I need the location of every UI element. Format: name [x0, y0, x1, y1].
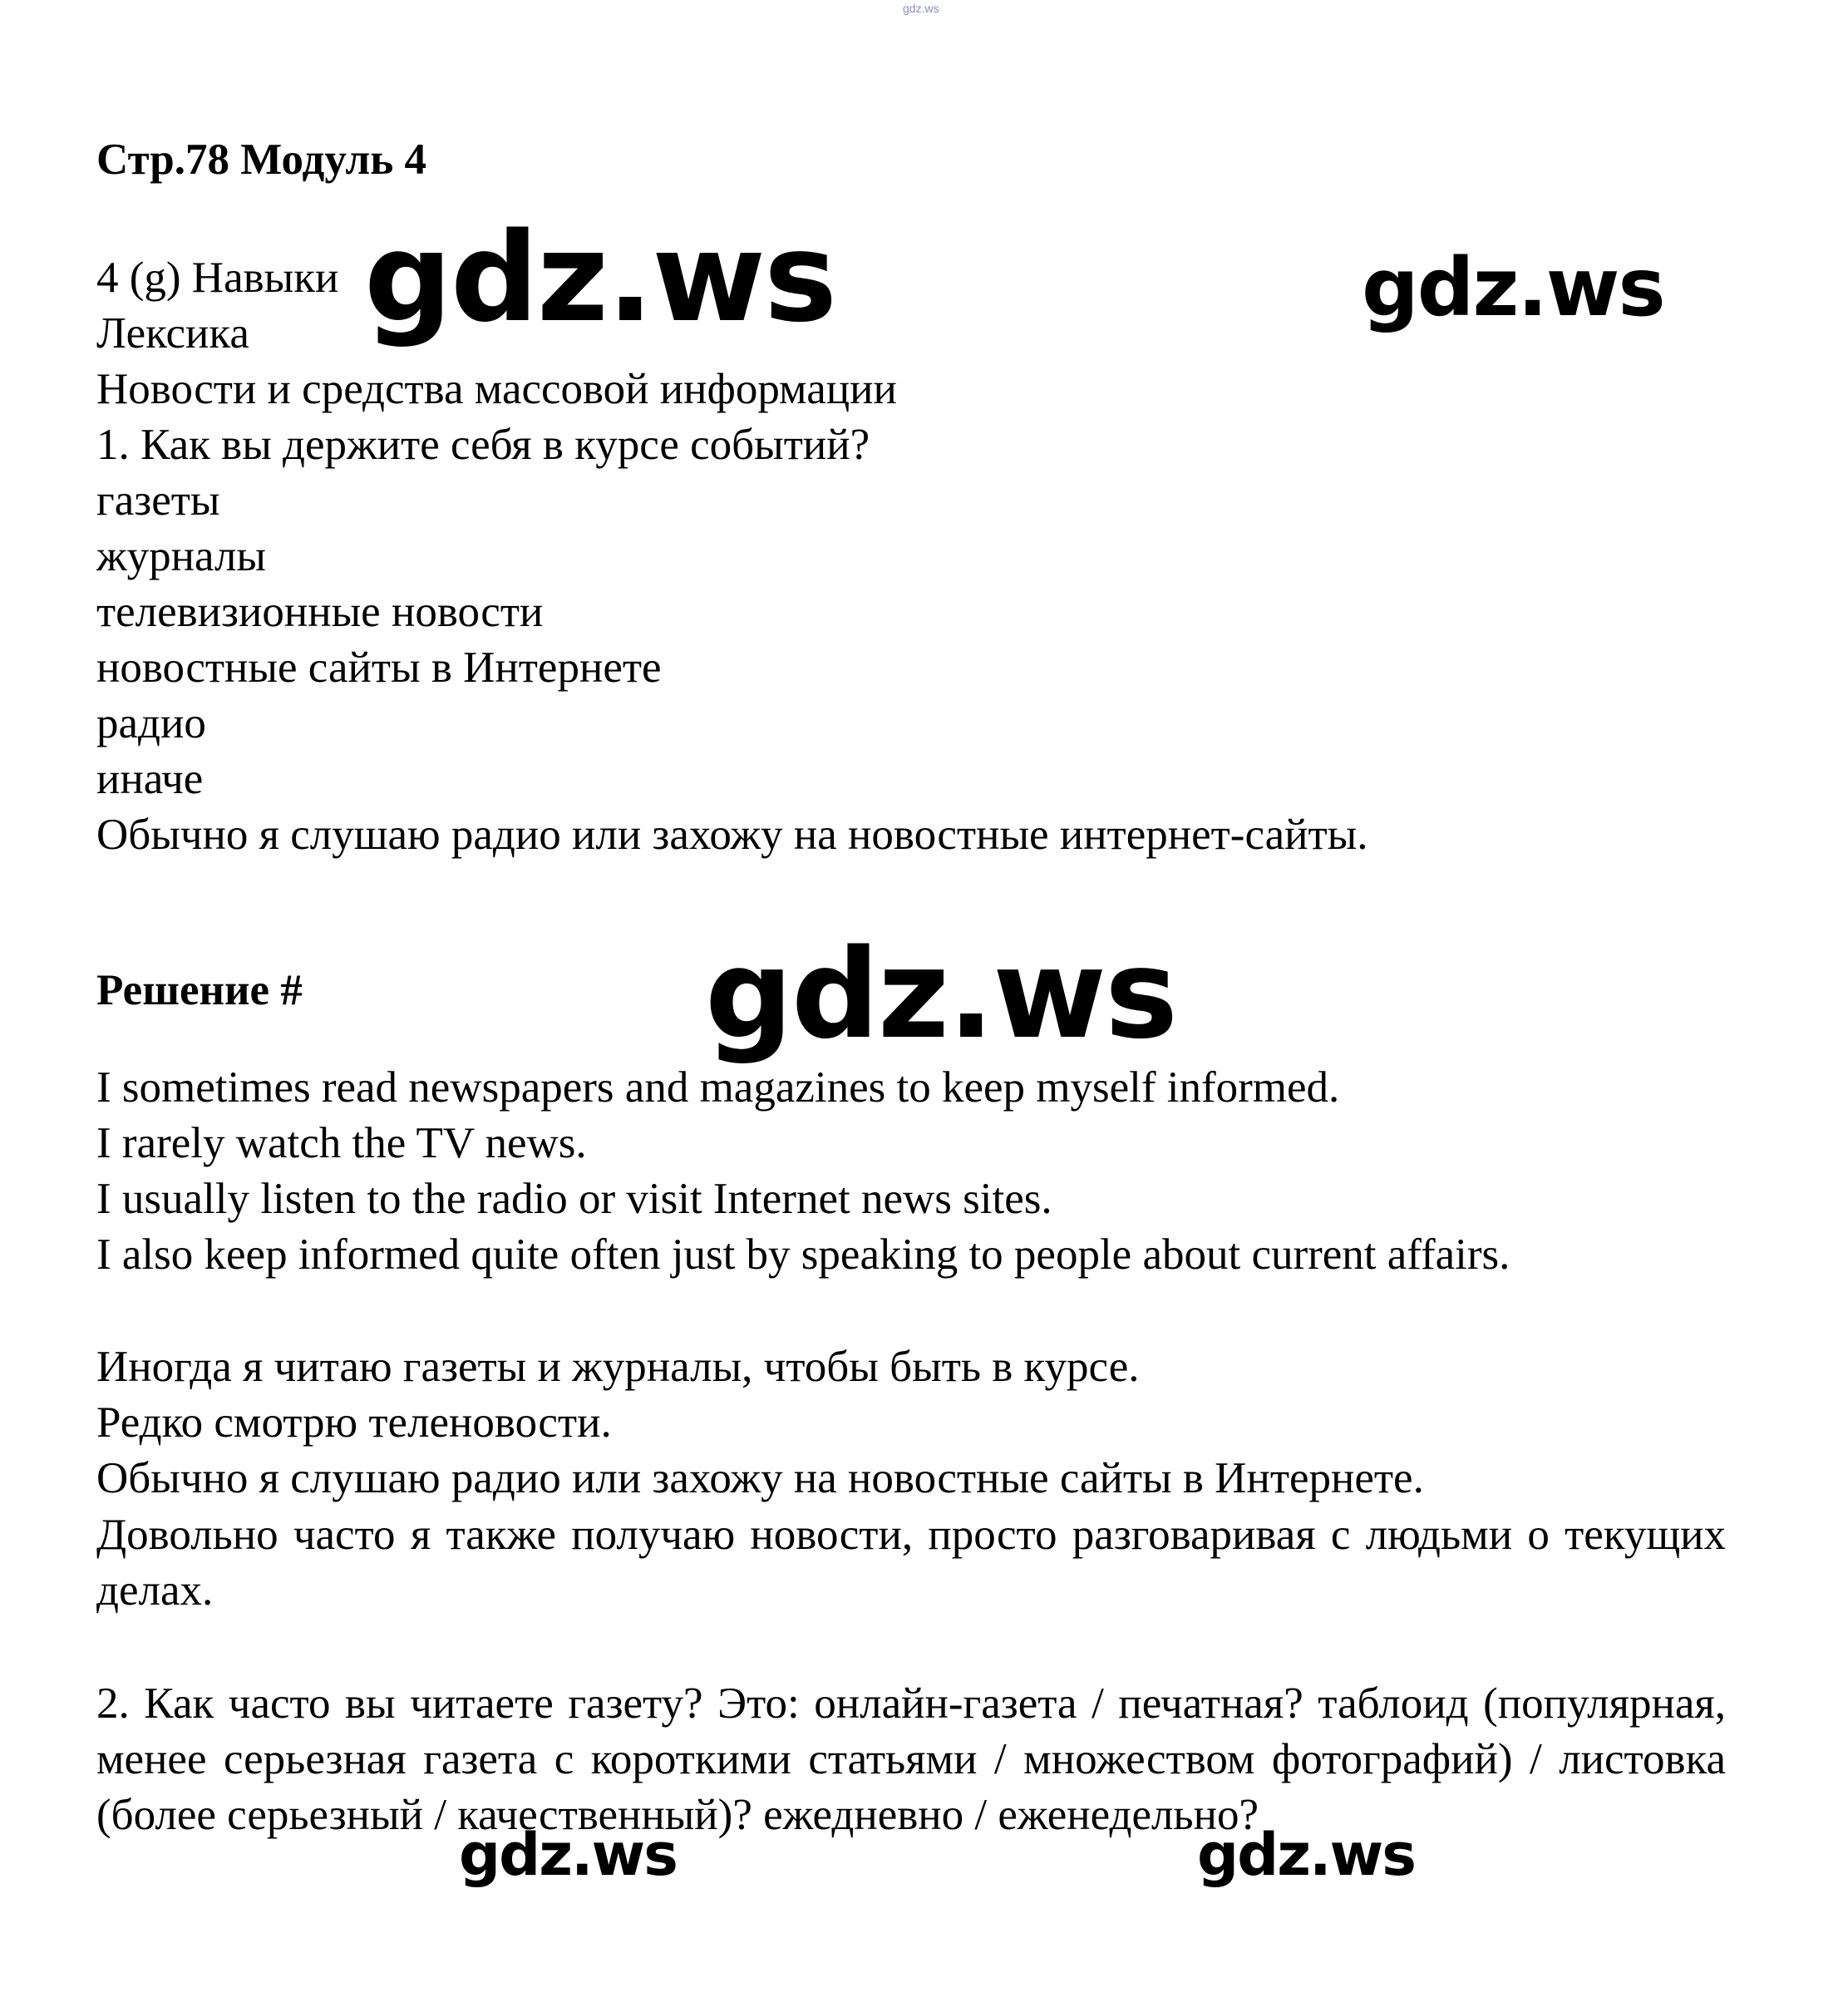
russian-answer-line: Иногда я читаю газеты и журналы, чтобы быть в курсе. [96, 1343, 1140, 1391]
russian-answer-line: Редко смотрю теленовости. [96, 1398, 612, 1447]
example-answer: Обычно я слушаю радио или захожу на новостные интернет-сайты. [96, 811, 1368, 859]
russian-answer-line: Обычно я слушаю радио или захожу на новостные сайты в Интернете. [96, 1454, 1424, 1502]
watermark-logo: gdz.ws [1362, 241, 1664, 334]
option-item: журналы [96, 532, 267, 580]
option-item: иначе [96, 755, 204, 803]
watermark-logo: gdz.ws [1197, 1821, 1415, 1889]
watermark-logo: gdz.ws [705, 923, 1177, 1066]
russian-answer-paragraph: Довольно часто я также получаю новости, просто разговаривая с людьми о текущих делах. [96, 1511, 1726, 1615]
page-title: Стр.78 Модуль 4 [96, 136, 427, 184]
english-answer-line: I rarely watch the TV news. [96, 1119, 587, 1167]
watermark-logo: gdz.ws [364, 206, 836, 349]
english-answer-line: I also keep informed quite often just by speaking to people about current affairs. [96, 1230, 1510, 1279]
section-label: 4 (g) Навыки [96, 254, 339, 302]
question-2: 2. Как часто вы читаете газету? Это: онлайн-газета / печатная? таблоид (популярная, менее серьезная газета с короткими статьями / множеством фотографий) / листовка (более серьезный / качественный)? ежедневно / еженедельно? [96, 1679, 1726, 1839]
option-item: газеты [96, 476, 220, 525]
option-item: радио [96, 699, 206, 747]
english-answer-line: I usually listen to the radio or visit Internet news sites. [96, 1175, 1052, 1223]
watermark-logo: gdz.ws [459, 1821, 677, 1889]
option-item: телевизионные новости [96, 588, 544, 636]
option-item: новостные сайты в Интернете [96, 644, 662, 692]
subtopic-label: Новости и средства массовой информации [96, 365, 897, 413]
question-1: 1. Как вы держите себя в курсе событий? [96, 421, 870, 469]
solution-heading: Решение # [96, 966, 303, 1014]
watermark-tiny: gdz.ws [903, 2, 939, 15]
topic-label: Лексика [96, 309, 249, 358]
english-answer-line: I sometimes read newspapers and magazines to keep myself informed. [96, 1063, 1340, 1112]
